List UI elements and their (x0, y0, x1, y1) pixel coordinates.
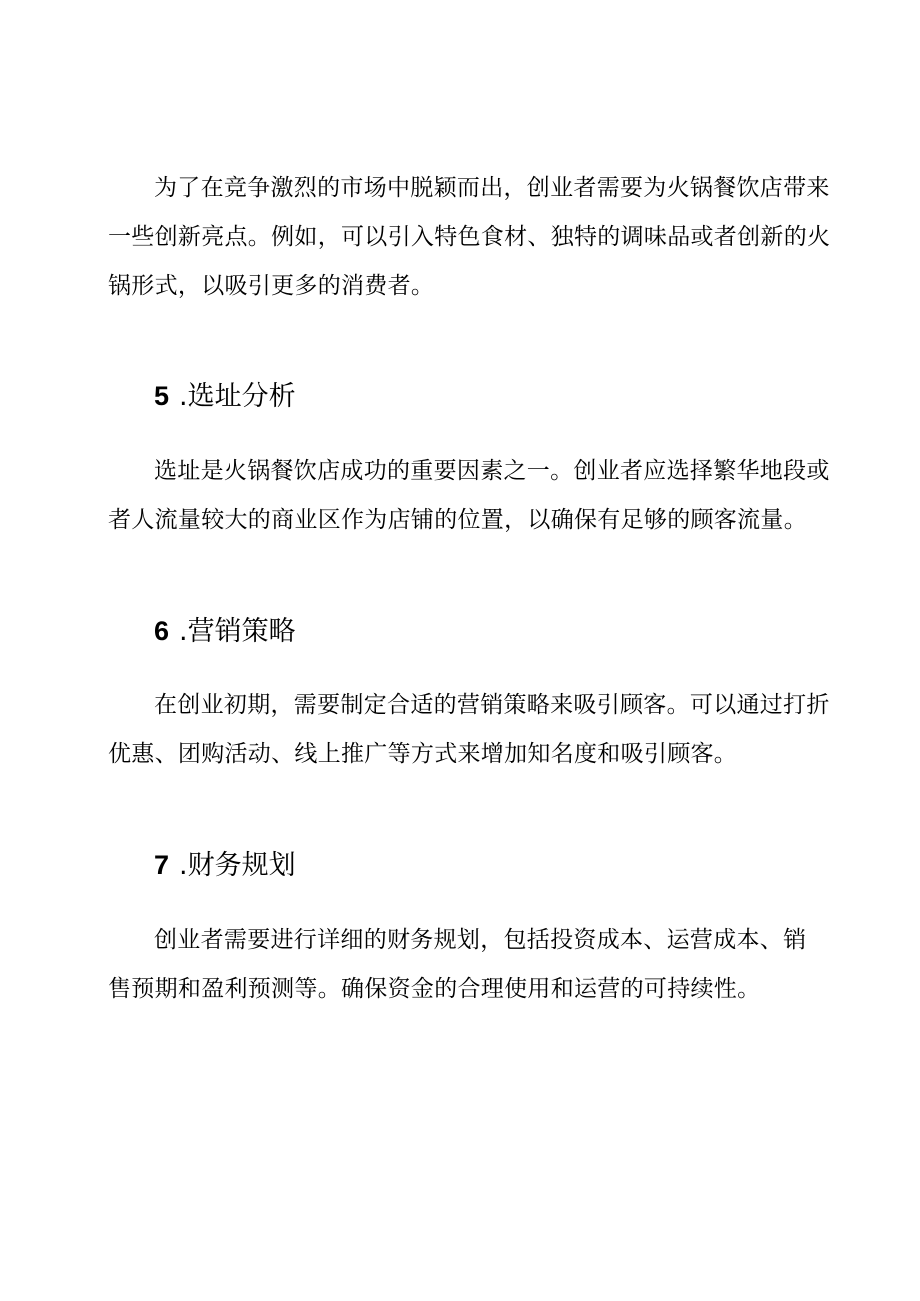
section-title: .营销策略 (179, 616, 296, 647)
paragraph-line: 为了在竞争激烈的市场中脱颖而出，创业者需要为火锅餐饮店带来 (154, 175, 830, 201)
section-paragraph-marketing (108, 681, 828, 779)
paragraph-line: 一些创新亮点。例如，可以引入特色食材、独特的调味品或者创新的火 (108, 224, 831, 250)
paragraph-line: 者人流量较大的商业区作为店铺的位置，以确保有足够的顾客流量。 (108, 507, 807, 533)
paragraph-line: 售预期和盈利预测等。确保资金的合理使用和运营的可持续性。 (108, 976, 761, 1002)
section-heading-marketing (154, 614, 296, 649)
section-paragraph-finance (108, 916, 828, 1014)
section-paragraph-site-selection (108, 447, 828, 545)
intro-paragraph (108, 164, 831, 311)
paragraph-line: 选址是火锅餐饮店成功的重要因素之一。创业者应选择繁华地段或 (154, 458, 830, 484)
paragraph-line: 在创业初期，需要制定合适的营销策略来吸引顾客。可以通过打折 (154, 692, 830, 718)
paragraph-line: 锅形式，以吸引更多的消费者。 (108, 273, 435, 299)
paragraph-line: 创业者需要进行详细的财务规划，包括投资成本、运营成本、销 (154, 927, 807, 953)
section-heading-site-selection (154, 379, 296, 414)
paragraph-line: 优惠、团购活动、线上推广等方式来增加知名度和吸引顾客。 (108, 741, 738, 767)
section-title: .选址分析 (179, 381, 296, 412)
section-title: .财务规划 (179, 850, 296, 881)
section-number: 6 (154, 616, 170, 646)
section-number: 5 (154, 381, 170, 411)
section-number: 7 (154, 850, 170, 880)
section-heading-finance (154, 848, 296, 883)
